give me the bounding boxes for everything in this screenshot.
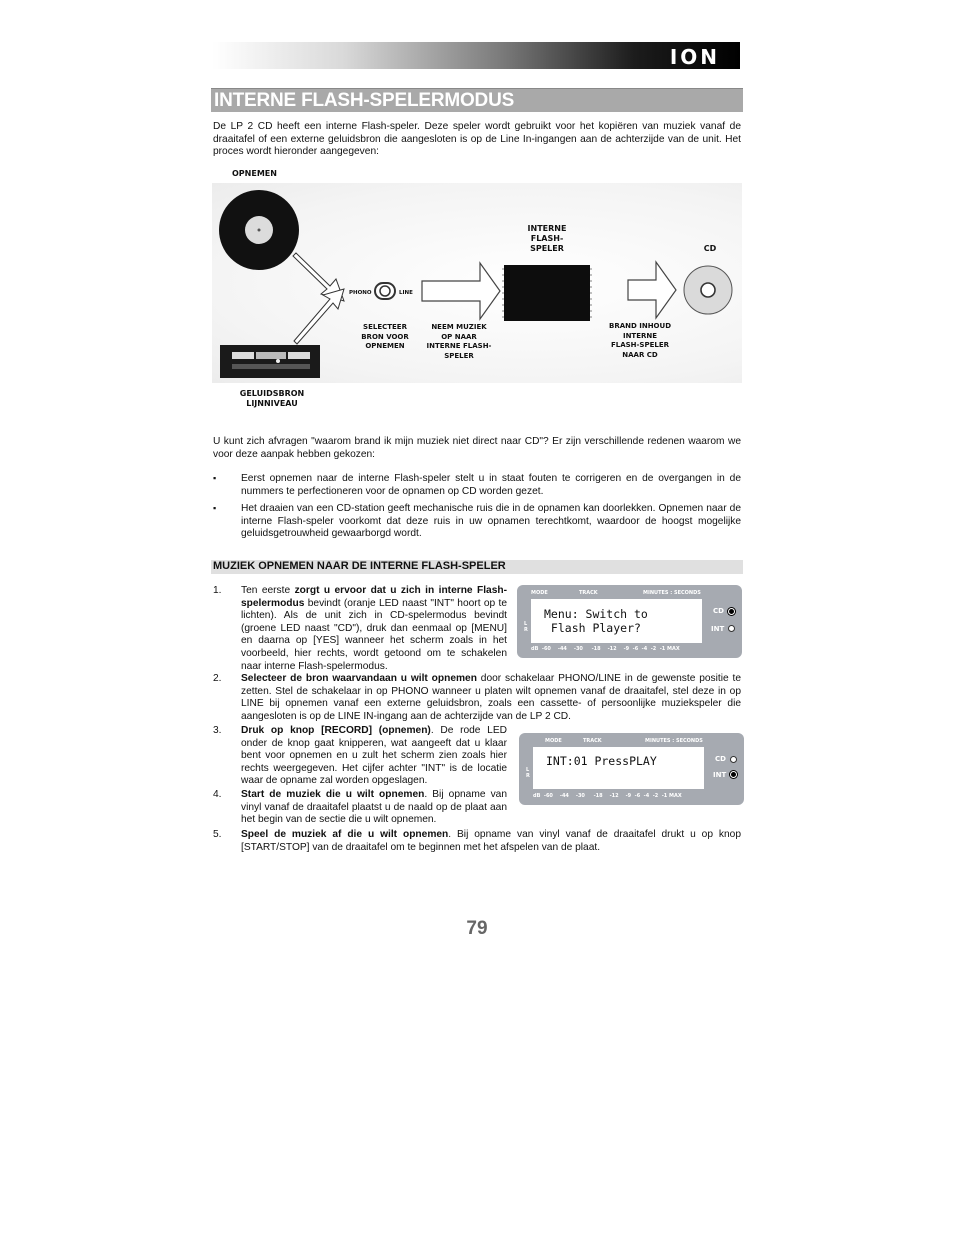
label-selecteer: SELECTEER BRON VOOR OPNEMEN: [361, 323, 409, 350]
label-brand-inhoud: BRAND INHOUD INTERNE FLASH-SPELER NAAR CD: [608, 322, 671, 359]
ion-logo: ION: [669, 45, 720, 69]
arrow-icon: [293, 253, 344, 344]
step-1-text: Ten eerste zorgt u ervoor dat u zich in interne Flash-spelermodus bevindt (oranje LED naast "INT" hoort op te lichten). Als de unit zich in CD-spelermodus bevindt (groene LED naast "CD"), druk dan eenmaal op [MENU] en daarna op [YES] wanneer het scherm zoals in het voorbeeld, hier rechts, wordt getoond om te schakelen naar interne Flash-spelermodus.: [241, 585, 507, 672]
bullet-icon: ▪: [213, 503, 217, 513]
bullet-icon: ▪: [213, 473, 217, 483]
cd-icon: [684, 266, 732, 314]
svg-text:LINE: LINE: [399, 290, 413, 296]
svg-text:PHONO: PHONO: [349, 290, 372, 296]
label-neem-muziek: NEEM MUZIEK OP NAAR INTERNE FLASH- SPELER: [426, 323, 492, 360]
label-opnemen: OPNEMEN: [232, 169, 277, 178]
lcd-display-menu: MODE TRACK MINUTES : SECONDS Menu: Switch to Flash Player? L R CD INT dB -60 -44 -30 -18 -12 -9 -6 -4 -2 -1 MAX: [517, 585, 742, 658]
step-3-text: Druk op knop [RECORD] (opnemen). De rode LED onder de knop gaat knipperen, wat aangeeft dat u klaar bent voor opnemen en u zult het scherm zien zoals hier rechts weergegeven. Het cijfer achter "INT" is de locatie waar de opname zal worden opgeslagen.: [241, 725, 507, 787]
lcd-screen: INT:01 PressPLAY: [533, 747, 704, 789]
label-cd: CD: [703, 244, 717, 253]
step-number: 1.: [213, 585, 222, 596]
section-heading: MUZIEK OPNEMEN NAAR DE INTERNE FLASH-SPELER: [213, 560, 506, 572]
page-title: INTERNE FLASH-SPELERMODUS: [214, 90, 515, 111]
big-arrow-icon: [628, 262, 676, 318]
big-arrow-icon: [422, 263, 500, 319]
step-number: 3.: [213, 725, 222, 736]
int-led-icon: [730, 771, 737, 778]
step-number: 5.: [213, 829, 222, 840]
step-number: 4.: [213, 789, 222, 800]
int-led-icon: [728, 625, 735, 632]
section-heading-bar: [211, 560, 743, 574]
label-geluidsbron: GELUIDSBRON LIJNNIVEAU: [239, 389, 305, 408]
bullet-list: [213, 473, 741, 545]
flash-chip-icon: [502, 265, 592, 321]
lcd-display-record: MODE TRACK MINUTES : SECONDS INT:01 PressPLAY L R CD INT dB -60 -44 -30 -18 -12 -9 -6 -4 -2 -1 MAX: [519, 733, 744, 805]
page-title-bar: [211, 88, 743, 112]
step-number: 2.: [213, 673, 222, 684]
phono-line-switch-icon: [349, 283, 413, 299]
list-item: ▪ Het draaien van een CD-station geeft mechanische ruis die in de opnamen kan doorlekken. Opnemen naar de interne Flash-speler voorkomt dat deze ruis in uw opnamen terechtkomt, waardoor de hoogst mogelijke geluidsgetrouwheid gewaarborgd wordt.: [213, 503, 741, 540]
question-paragraph: U kunt zich afvragen "waarom brand ik mijn muziek niet direct naar CD"? Er zijn verschillende redenen waarom we voor deze aanpak hebben gekozen:: [213, 436, 741, 460]
page-number: 79: [466, 918, 488, 939]
list-item: ▪ Eerst opnemen naar de interne Flash-speler stelt u in staat fouten te corrigeren en de overgangen in de nummers te perfectioneren voor de opnamen op CD worden gezet.: [213, 473, 741, 497]
intro-paragraph: De LP 2 CD heeft een interne Flash-speler. Deze speler wordt gebruikt voor het kopiëren van muziek vanaf de draaitafel of een externe geluidsbron die aangesloten is op de Line In-ingangen aan de achterzijde van de unit. Het proces wordt hieronder aangegeven:: [213, 121, 741, 158]
cd-led-icon: [730, 756, 737, 763]
cd-led-icon: [728, 608, 735, 615]
step-2-text: Selecteer de bron waarvandaan u wilt opnemen door schakelaar PHONO/LINE in de gewenste positie te zetten. Stel de schakelaar in op PHONO wanneer u platen wilt opnemen vanaf de draaitafel, stel deze in op LINE bij opnemen vanaf een externe geluidsbron, zoals een cassette- of persoonlijke muziekspeler die aangesloten is op de LINE IN-ingang aan de achterzijde van de LP 2 CD.: [241, 673, 741, 722]
lcd-screen: Menu: Switch to Flash Player?: [531, 599, 702, 643]
step-5-text: Speel de muziek af die u wilt opnemen. Bij opname van vinyl vanaf de draaitafel drukt u op knop [START/STOP] van de draaitafel om te beginnen met het afspelen van de plaat.: [241, 829, 741, 853]
process-diagram: [212, 165, 742, 415]
label-interne-flash: INTERNE FLASH- SPELER: [527, 224, 567, 253]
step-4-text: Start de muziek die u wilt opnemen. Bij opname van vinyl vanaf de draaitafel plaatst u de naald op de plaat aan het begin van de sectie die u wilt opnemen.: [241, 789, 507, 826]
record-icon: [219, 190, 299, 270]
cassette-deck-icon: [220, 345, 320, 378]
header-bar: [212, 42, 740, 69]
